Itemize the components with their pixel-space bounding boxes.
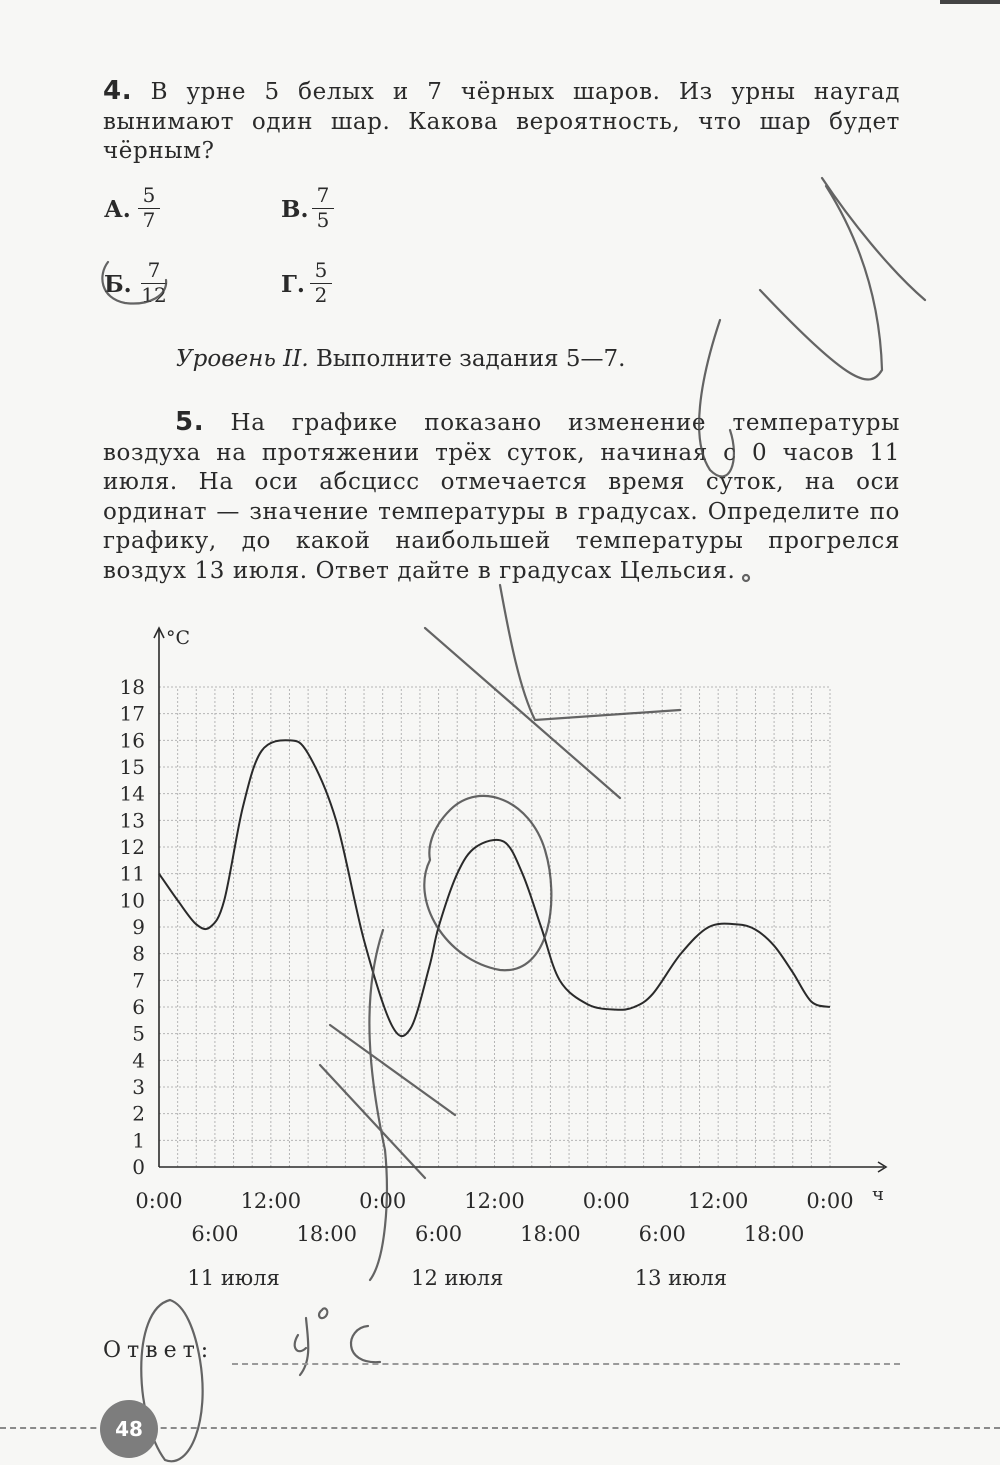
x-tick-labels bbox=[135, 1189, 853, 1246]
option-g-letter: Г. bbox=[281, 271, 305, 298]
chart-grid bbox=[159, 687, 830, 1167]
y-tick-label: 17 bbox=[119, 701, 145, 726]
y-tick-label: 15 bbox=[119, 755, 145, 779]
y-tick-label: 18 bbox=[119, 675, 145, 699]
y-tick-label: 2 bbox=[132, 1101, 145, 1126]
day-labels bbox=[187, 1266, 727, 1290]
y-tick-label: 10 bbox=[119, 888, 145, 913]
task4-text: В урне 5 белых и 7 чёрных шаров. Из урны наугад вынимают один шар. Какова вероятность, что шар будет чёрным? bbox=[103, 79, 900, 164]
x-tick-label: 6:00 bbox=[191, 1222, 239, 1246]
option-g-denominator: 2 bbox=[314, 283, 328, 307]
y-tick-label: 8 bbox=[132, 941, 145, 966]
x-tick-label: 18:00 bbox=[296, 1222, 358, 1246]
y-tick-label: 13 bbox=[119, 808, 145, 833]
y-tick-label: 1 bbox=[132, 1128, 145, 1153]
temperature-line bbox=[159, 740, 830, 1036]
x-tick-label: 12:00 bbox=[240, 1189, 302, 1213]
x-tick-label: 0:00 bbox=[806, 1189, 854, 1213]
x-tick-label: 6:00 bbox=[638, 1222, 686, 1246]
option-a-denominator: 7 bbox=[142, 208, 156, 232]
y-tick-label: 11 bbox=[119, 861, 145, 886]
level-text: Выполните задания 5—7. bbox=[315, 346, 626, 372]
day-label: 12 июля bbox=[411, 1266, 504, 1290]
y-tick-label: 9 bbox=[132, 915, 145, 939]
option-b-denominator: 12 bbox=[141, 283, 167, 307]
x-tick-label: 18:00 bbox=[520, 1222, 581, 1246]
y-tick-label: 0 bbox=[132, 1155, 145, 1179]
x-tick-label: 18:00 bbox=[743, 1222, 805, 1246]
y-tick-label: 12 bbox=[119, 835, 145, 859]
day-label: 11 июля bbox=[187, 1266, 280, 1290]
x-tick-label: 0:00 bbox=[582, 1189, 630, 1213]
x-tick-label: 0:00 bbox=[135, 1189, 183, 1213]
option-a-numerator: 5 bbox=[142, 183, 156, 207]
y-tick-label: 6 bbox=[132, 995, 145, 1019]
option-a-letter: А. bbox=[104, 196, 131, 223]
x-tick-label: 12:00 bbox=[464, 1189, 525, 1213]
x-tick-label: 6:00 bbox=[414, 1222, 463, 1246]
y-tick-label: 3 bbox=[132, 1075, 145, 1099]
level-label: Уровень II. bbox=[176, 346, 309, 372]
y-tick-label: 4 bbox=[132, 1048, 145, 1073]
task4-number: 4. bbox=[103, 76, 133, 106]
y-axis-label: °C bbox=[166, 627, 191, 649]
option-v-letter: В. bbox=[281, 196, 309, 223]
page-number: 48 bbox=[100, 1400, 158, 1458]
answer-label: Ответ: bbox=[103, 1338, 215, 1363]
x-tick-label: 12:00 bbox=[687, 1189, 749, 1213]
option-v-numerator: 7 bbox=[316, 183, 330, 207]
x-axis-label: ч bbox=[872, 1184, 884, 1205]
option-b-letter: Б. bbox=[104, 271, 132, 298]
option-b-numerator: 7 bbox=[147, 258, 161, 282]
y-tick-labels bbox=[120, 675, 145, 1179]
y-tick-label: 7 bbox=[132, 968, 145, 993]
task5-text: На графике показано изменение температуры воздуха на протяжении трёх суток, начиная с 0 часов 11 июля. На оси абсцисс отмечается время суток, на оси ординат — значение температуры в градусах. Определите по графику, до какой наибольшей температуры прогрелся воздух 13 июля. Ответ дайте в градусах Цельсия. bbox=[103, 410, 900, 584]
day-label: 13 июля bbox=[634, 1266, 728, 1290]
answer-field[interactable] bbox=[232, 1363, 900, 1365]
option-g-numerator: 5 bbox=[314, 258, 328, 282]
option-v-denominator: 5 bbox=[316, 208, 330, 232]
task5-number: 5. bbox=[175, 407, 205, 437]
y-tick-label: 14 bbox=[119, 781, 145, 806]
x-tick-label: 0:00 bbox=[359, 1189, 407, 1213]
y-tick-label: 16 bbox=[119, 728, 145, 753]
y-tick-label: 5 bbox=[132, 1021, 145, 1046]
